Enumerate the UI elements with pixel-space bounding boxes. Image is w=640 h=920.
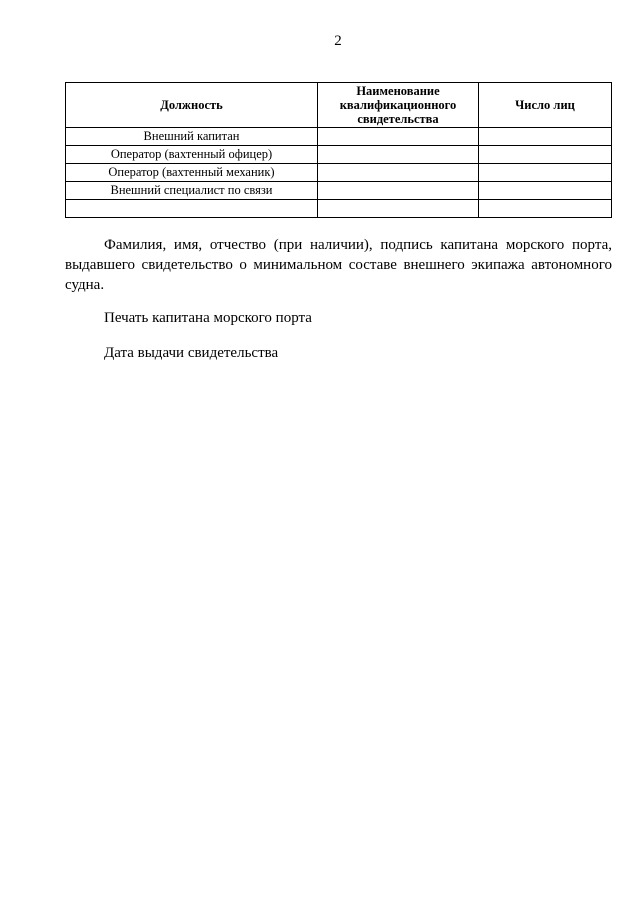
table-cell (318, 146, 479, 164)
header-certificate: Наименование квалификационного свидетельства (318, 83, 479, 128)
table-cell: Оператор (вахтенный офицер) (66, 146, 318, 164)
issue-date-line: Дата выдачи свидетельства (104, 345, 279, 361)
table-row (66, 164, 612, 182)
table-row (66, 182, 612, 200)
table-cell (479, 128, 612, 146)
table-cell (479, 182, 612, 200)
table-cell (479, 200, 612, 218)
table-row (66, 128, 612, 146)
table-cell (66, 200, 318, 218)
table-cell (479, 164, 612, 182)
table-cell (318, 164, 479, 182)
table-cell (318, 182, 479, 200)
table-cell: Оператор (вахтенный механик) (66, 164, 318, 182)
table-cell: Внешний специалист по связи (66, 182, 318, 200)
header-position: Должность (66, 83, 318, 128)
crew-table (65, 82, 612, 218)
table-cell (318, 128, 479, 146)
table-header-row (66, 83, 612, 128)
table-row (66, 200, 612, 218)
seal-line: Печать капитана морского порта (104, 310, 312, 326)
header-count: Число лиц (479, 83, 612, 128)
table-cell: Внешний капитан (66, 128, 318, 146)
signature-paragraph: Фамилия, имя, отчество (при наличии), подпись капитана морского порта, выдавшего свидетельство о минимальном составе внешнего экипажа автономного судна. (65, 237, 612, 293)
table-cell (479, 146, 612, 164)
table-cell (318, 200, 479, 218)
table-row (66, 146, 612, 164)
page-number: 2 (334, 33, 342, 49)
